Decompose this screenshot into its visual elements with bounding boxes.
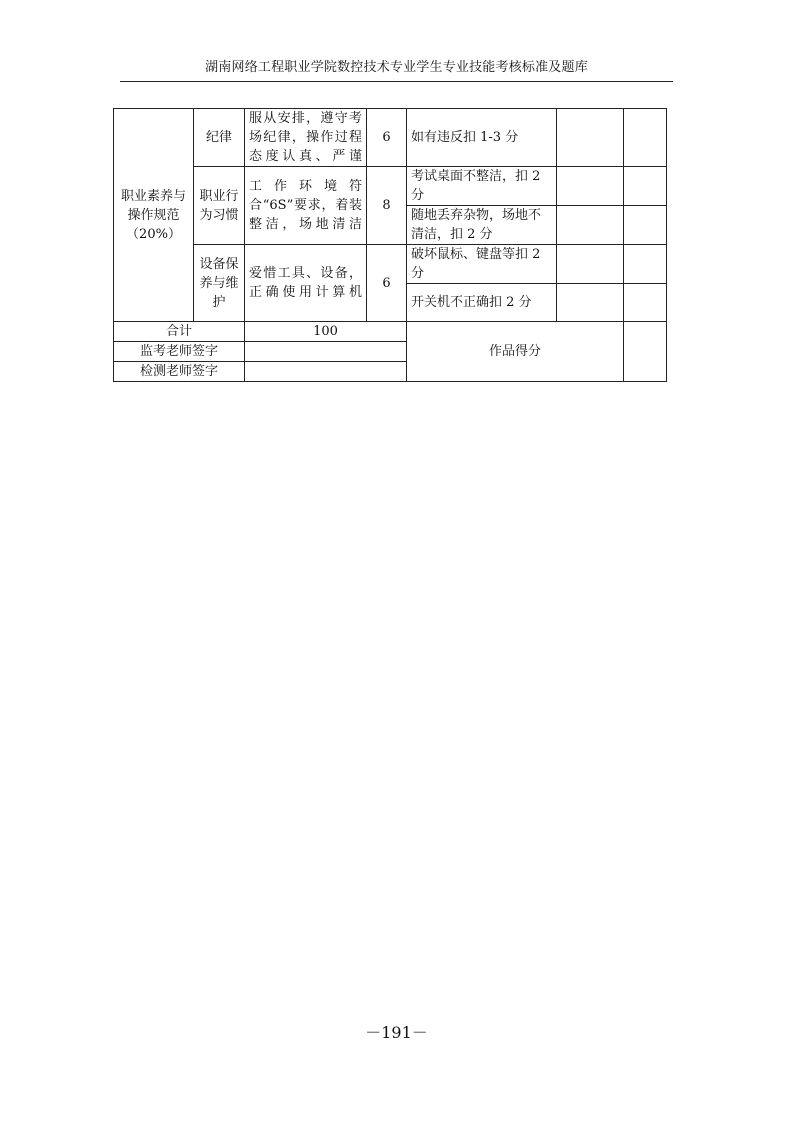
empty-cell	[624, 206, 667, 245]
total-value: 100	[313, 324, 338, 339]
points-value: 6	[382, 275, 391, 291]
item-cell	[194, 109, 245, 167]
points-cell	[367, 109, 407, 167]
criteria-cell	[407, 245, 557, 284]
criteria-text: 考试桌面不整洁，扣 2 分	[411, 169, 541, 203]
empty-cell	[624, 167, 667, 206]
total-value-cell	[245, 322, 407, 342]
criteria-text: 随地丢弃杂物，场地不清洁，扣 2 分	[411, 208, 542, 242]
inspector-signature-field	[245, 362, 407, 382]
empty-cell	[557, 245, 624, 284]
page-number: －191－	[365, 1023, 428, 1042]
item-label: 职业行为习惯	[199, 188, 239, 223]
criteria-text: 如有违反扣 1-3 分	[411, 130, 519, 145]
content-text: 工作环境符合“6S”要求，着装整洁，场地清洁	[249, 179, 362, 232]
item-label: 设备保养与维护	[199, 256, 239, 310]
points-value: 6	[382, 130, 391, 145]
content-cell	[245, 167, 367, 245]
category-cell	[114, 109, 194, 322]
empty-cell	[624, 245, 667, 284]
content-text: 服从安排，遵守考场纪律，操作过程态度认真、严谨	[249, 111, 362, 164]
empty-cell	[624, 284, 667, 322]
item-cell	[194, 167, 245, 245]
content-cell	[245, 245, 367, 322]
criteria-cell	[407, 206, 557, 245]
supervisor-label-cell	[114, 342, 245, 362]
empty-cell	[557, 206, 624, 245]
points-value: 8	[382, 198, 391, 213]
inspector-signature-label: 检测老师签字	[139, 364, 218, 379]
total-label: 合计	[165, 324, 192, 339]
empty-cell	[557, 109, 624, 167]
supervisor-signature-label: 监考老师签字	[139, 344, 218, 359]
content-cell	[245, 109, 367, 167]
item-cell	[194, 245, 245, 322]
criteria-text: 开关机不正确扣 2 分	[411, 295, 532, 310]
scoring-table	[113, 108, 667, 382]
supervisor-signature-field	[245, 342, 407, 362]
work-score-value-cell	[624, 322, 667, 382]
points-cell	[367, 245, 407, 322]
criteria-cell	[407, 109, 557, 167]
item-label: 纪律	[205, 130, 232, 145]
header-divider	[120, 81, 673, 82]
empty-cell	[624, 109, 667, 167]
criteria-cell	[407, 284, 557, 322]
points-cell	[367, 167, 407, 245]
page-header: 湖南网络工程职业学院数控技术专业学生专业技能考核标准及题库	[205, 60, 588, 75]
criteria-text: 破坏鼠标、键盘等扣 2 分	[411, 247, 541, 281]
category-label: 职业素养与操作规范（20%）	[120, 188, 186, 242]
work-score-label: 作品得分	[488, 344, 541, 359]
work-score-cell	[407, 322, 624, 382]
content-text: 爱惜工具、设备，正确使用计算机	[249, 266, 362, 300]
empty-cell	[557, 167, 624, 206]
inspector-label-cell	[114, 362, 245, 382]
total-label-cell	[114, 322, 245, 342]
empty-cell	[557, 284, 624, 322]
criteria-cell	[407, 167, 557, 206]
